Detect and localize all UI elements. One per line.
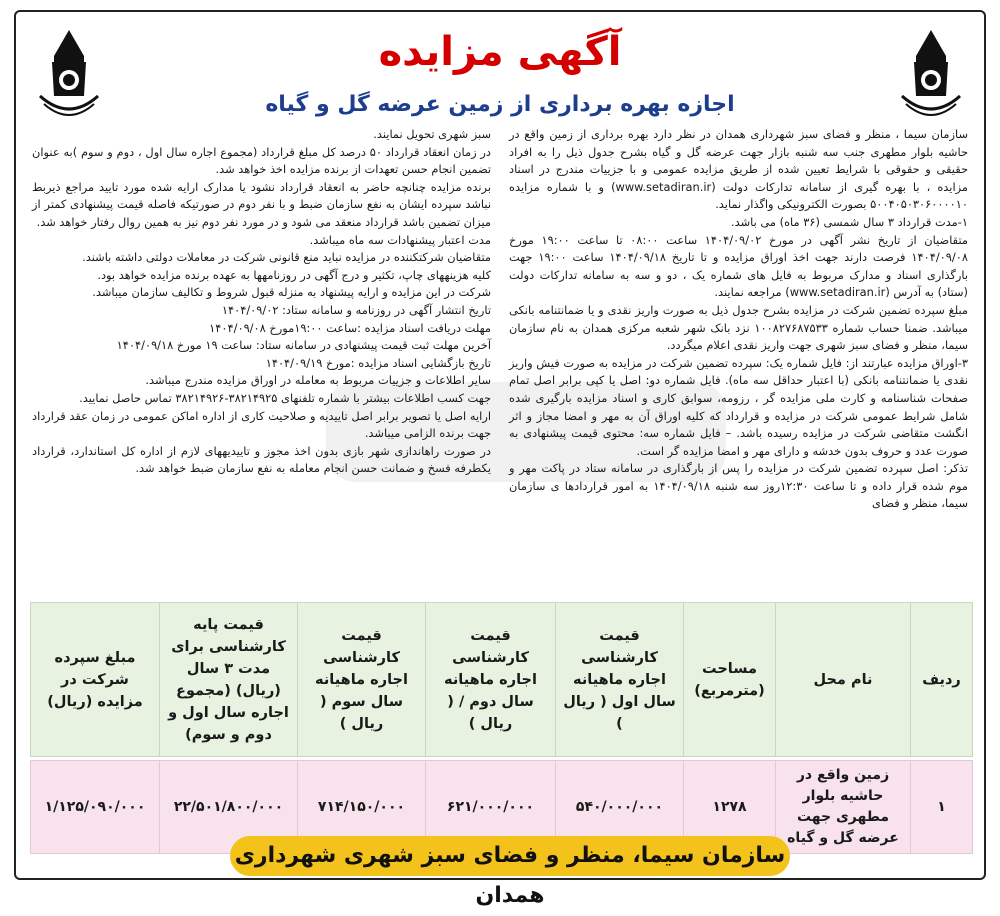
paragraph: در صورت راهاندازی شهر بازی بدون اخذ مجوز و تاییدیههای لازم از اداره کل استاندارد، قرارداد یکطرفه فسخ و ضمانت حسن انجام معامله به نفع سازمان ضبط خواهد شد. — [32, 443, 491, 476]
paragraph: متقاضیان از تاریخ نشر آگهی در مورخ ۱۴۰۴/۰۹/۰۲ ساعت ۰۸:۰۰ تا ساعت ۱۹:۰۰ مورخ ۱۴۰۴/۰۹/۰۸ فرصت دارند جهت اخذ اوراق مزایده و تا تاریخ ۱۴۰۴/۰۹/۱۸ ساعت ۱۹:۰۰ جهت بارگذاری اسناد و مدارک مربوط به فایل های شماره یک ، دو و سه به سامانه تدارکات دولت (ستاد) به آدرس (www.setadiran.ir) مراجعه نمایند. — [509, 232, 968, 300]
paragraph: جهت کسب اطلاعات بیشتر با شماره تلفنهای ۳۸۲۱۴۹۲۵-۳۸۲۱۴۹۲۶ تماس حاصل نمایید. — [79, 390, 491, 405]
paragraph: تذکر: اصل سپرده تضمین شرکت در مزایده را پس از بارگذاری در سامانه ستاد در پاکت مهر و موم شده قرار داده و تا ساعت ۱۲:۳۰روز سه شنبه ۱۴۰۴/۰۹/۱۸ به امور قراردادها ی سازمان سیما، منظر و فضای — [509, 461, 968, 511]
left-column — [32, 126, 491, 596]
cell-rent-year3: ۷۱۴/۱۵۰/۰۰۰ — [298, 761, 426, 854]
cell-rent-year1: ۵۴۰/۰۰۰/۰۰۰ — [556, 761, 684, 854]
notice-subtitle: اجازه بهره برداری از زمین عرضه گل و گیاه — [265, 92, 735, 117]
header-base-price: قیمت پایه کارشناسی برای مدت ۳ سال (ریال) (مجموع اجاره سال اول و دوم و سوم) — [160, 603, 298, 757]
cell-row-number: ۱ — [911, 761, 973, 854]
header-area: مساحت (مترمربع) — [684, 603, 776, 757]
paragraph: ارایه اصل یا تصویر برابر اصل تاییدیه و صلاحیت کاری از اداره اماکن عمومی در زمان عقد قرارداد جهت برنده الزامی میباشد. — [32, 408, 491, 441]
paragraph: مبلغ سپرده تضمین شرکت در مزایده بشرح جدول ذیل به صورت واریز نقدی و یا ضمانتنامه بانکی میباشد. ضمنا حساب شماره ۱۰۰۸۲۷۶۸۷۵۳۳ نزد بانک شهر شعبه مرکزی همدان به نام سازمان سیما، منظر و فضای سبز شهری جهت واریز نقدی اعلام میگردد. — [509, 302, 968, 353]
paragraph: تاریخ بازگشایی اسناد مزایده :مورخ ۱۴۰۴/۰۹/۱۹ — [265, 355, 491, 370]
cell-deposit: ۱/۱۲۵/۰۹۰/۰۰۰ — [31, 761, 160, 854]
paragraph: کلیه هزینههای چاپ، تکثیر و درج آگهی در روزنامهها به عهده برنده مزایده خواهد بود. — [97, 267, 491, 282]
header-deposit: مبلغ سپرده شرکت در مزایده (ریال) — [31, 603, 160, 757]
cell-rent-year2: ۶۲۱/۰۰۰/۰۰۰ — [426, 761, 556, 854]
paragraph: تاریخ انتشار آگهی در روزنامه و سامانه ستاد: ۱۴۰۴/۰۹/۰۲ — [221, 302, 491, 317]
paragraph: سایر اطلاعات و جزییات مربوط به معامله در اوراق مزایده مندرج میباشد. — [145, 373, 491, 388]
paragraph: در زمان انعقاد قرارداد ۵۰ درصد کل مبلغ قرارداد (مجموع اجاره سال اول ، دوم و سوم )به عنوان تضمین انجام حسن تعهدات از برنده مزایده اخذ خواهد شد. — [32, 144, 491, 177]
paragraph: ۳-اوراق مزایده عبارتند از: فایل شماره یک: سپرده تضمین شرکت در مزایده به صورت فیش واریز نقدی یا ضمانتنامه بانکی (با اعتبار حداقل سه ماه). فایل شماره دو: اصل یا کپی برابر اصل تمام صفحات شناسنامه و کارت ملی مزایده گر ، رزومه، سوابق کاری و اسناد مزایده بارگیری شده شامل شرایط عمومی شرکت در مزایده و قرارداد که کلیه اوراق آن به مهر و امضا مجاز و اثر انگشت متقاضی شرکت در مزایده رسیده باشد. – فایل شماره سه: محتوی قیمت پیشنهادی به صورت عدد و حروف بدون خدشه و دارای مهر و امضا مزایده گر است. — [509, 355, 968, 458]
paragraph: ۱-مدت قرارداد ۳ سال شمسی (۳۶ ماه) می باشد. — [731, 214, 968, 229]
table-header-row — [31, 603, 973, 757]
header-rent-year3: قیمت کارشناسی اجاره ماهیانه سال سوم ( ریال ) — [298, 603, 426, 757]
paragraph: آخرین مهلت ثبت قیمت پیشنهادی در سامانه ستاد: ساعت ۱۹ مورخ ۱۴۰۴/۰۹/۱۸ — [116, 338, 491, 353]
cell-location: زمین واقع در حاشیه بلوار مطهری جهت عرضه گل و گیاه — [776, 761, 911, 854]
notice-frame — [14, 10, 986, 908]
right-column — [509, 126, 968, 596]
notice-title: آگهی مزایده — [378, 29, 622, 75]
footer-organization: سازمان سیما، منظر و فضای سبز شهری شهرداری همدان — [230, 836, 790, 876]
paragraph: برنده مزایده چنانچه حاضر به انعقاد قرارداد نشود یا مدارک ارایه شده مورد تایید مراجع ذیربط نباشد سپرده ایشان به نفع سازمان ضبط و با نفر دوم در صورتیکه فاصله قیمت پیشنهادی کمتر از میزان تضمین باشد قرارداد منعقد می شود و در مورد نفر دوم نیز به همین روال رفتار خواهد شد. — [32, 179, 491, 229]
header-location: نام محل — [776, 603, 911, 757]
cell-base-price: ۲۲/۵۰۱/۸۰۰/۰۰۰ — [160, 761, 298, 854]
auction-price-table — [30, 602, 973, 854]
paragraph: سبز شهری تحویل نمایند. — [373, 127, 491, 141]
paragraph: مهلت دریافت اسناد مزایده :ساعت ۱۹:۰۰مورخ ۱۴۰۴/۰۹/۰۸ — [209, 320, 491, 335]
paragraph: مدت اعتبار پیشنهادات سه ماه میباشد. — [309, 232, 491, 247]
paragraph: شرکت در این مزایده و ارایه پیشنهاد به منزله قبول شروط و تکالیف سازمان میباشد. — [92, 285, 491, 300]
body-columns — [32, 126, 968, 596]
paragraph: متقاضیان شرکتکننده در مزایده نباید منع قانونی شرکت در معاملات دولتی داشته باشند. — [82, 250, 491, 265]
cell-area: ۱۲۷۸ — [684, 761, 776, 854]
header-row-number: ردیف — [911, 603, 973, 757]
header-rent-year1: قیمت کارشناسی اجاره ماهیانه سال اول ( ریال ) — [556, 603, 684, 757]
header-rent-year2: قیمت کارشناسی اجاره ماهیانه سال دوم / ( ریال ) — [426, 603, 556, 757]
paragraph: سازمان سیما ، منظر و فضای سبز شهرداری همدان در نظر دارد بهره برداری از زمین واقع در حاشیه بلوار مطهری جنب سه شنبه بازار جهت عرضه گل و گیاه بشرح جدول ذیل را به افراد حقیقی و حقوقی با شرایط تعیین شده از طریق مزایده عمومی و با جزییات مندرج در اسناد مزایده ، با بهره گیری از سامانه تدارکات دولت (www.setadiran.ir) و با شماره مزایده ۵۰۰۴۰۵۰۳۰۶۰۰۰۰۱۰ بصورت الکترونیکی واگذار نماید. — [509, 127, 968, 212]
